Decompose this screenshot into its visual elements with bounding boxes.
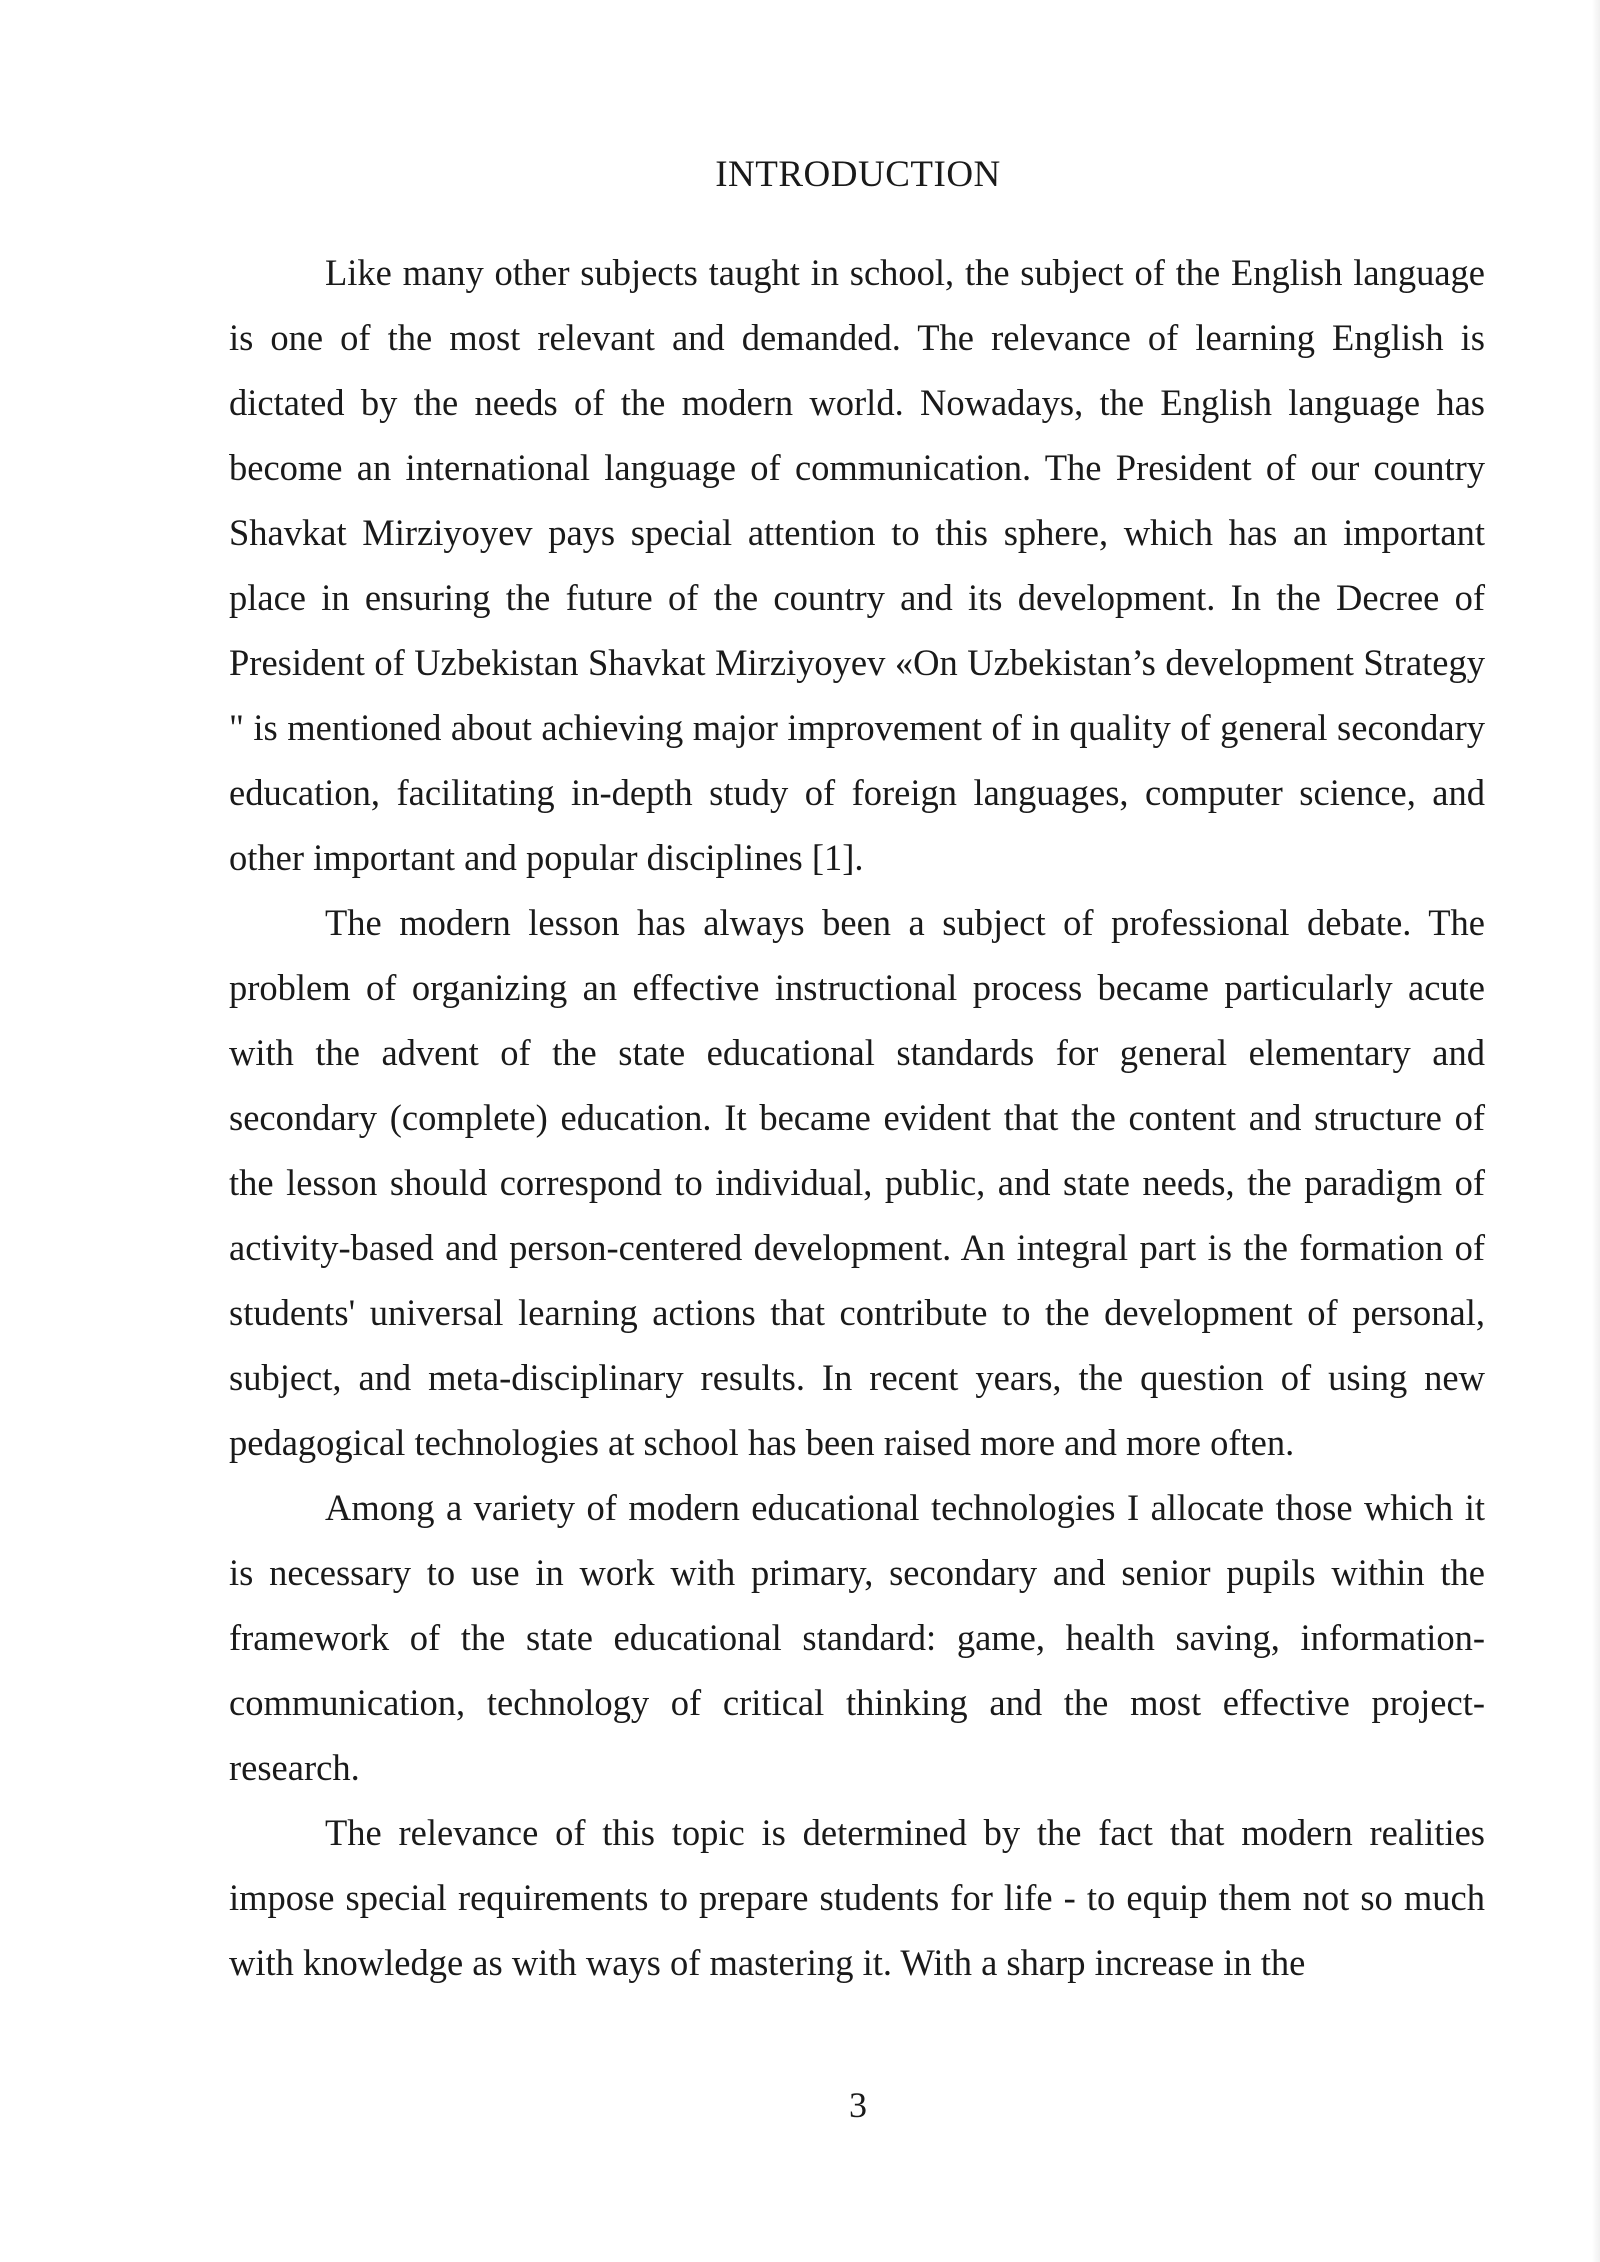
paragraph: Among a variety of modern educational technologies I allocate those which it is necessary to use in work with primary, secondary and senior pupils within the framework of the state educational standard: game, health saving, information-communication, technology of critical thinking and the most effective project-research.	[229, 1487, 1485, 1788]
paragraph: Like many other subjects taught in school, the subject of the English language is one of the most relevant and demanded. The relevance of learning English is dictated by the needs of the modern world. Nowadays, the English language has become an international language of communication. The President of our country Shavkat Mirziyoyev pays special attention to this sphere, which has an important place in ensuring the future of the country and its development. In the Decree of President of Uzbekistan Shavkat Mirziyoyev «On Uzbekistan’s development Strategy " is mentioned about achieving major improvement of in quality of general secondary education, facilitating in-depth study of foreign languages, computer science, and other important and popular disciplines [1].	[229, 252, 1485, 878]
page-number: 3	[849, 2085, 867, 2125]
body-text	[229, 240, 1485, 1995]
page-edge-shadow	[1592, 0, 1600, 2262]
section-heading: INTRODUCTION	[715, 154, 1001, 195]
paragraph: The modern lesson has always been a subject of professional debate. The problem of organizing an effective instructional process became particularly acute with the advent of the state educational standards for general elementary and secondary (complete) education. It became evident that the content and structure of the lesson should correspond to individual, public, and state needs, the paradigm of activity-based and person-centered development. An integral part is the formation of students' universal learning actions that contribute to the development of personal, subject, and meta-disciplinary results. In recent years, the question of using new pedagogical technologies at school has been raised more and more often.	[229, 902, 1485, 1463]
paragraph: The relevance of this topic is determined by the fact that modern realities impose special requirements to prepare students for life - to equip them not so much with knowledge as with ways of mastering it. With a sharp increase in the	[229, 1812, 1485, 1983]
